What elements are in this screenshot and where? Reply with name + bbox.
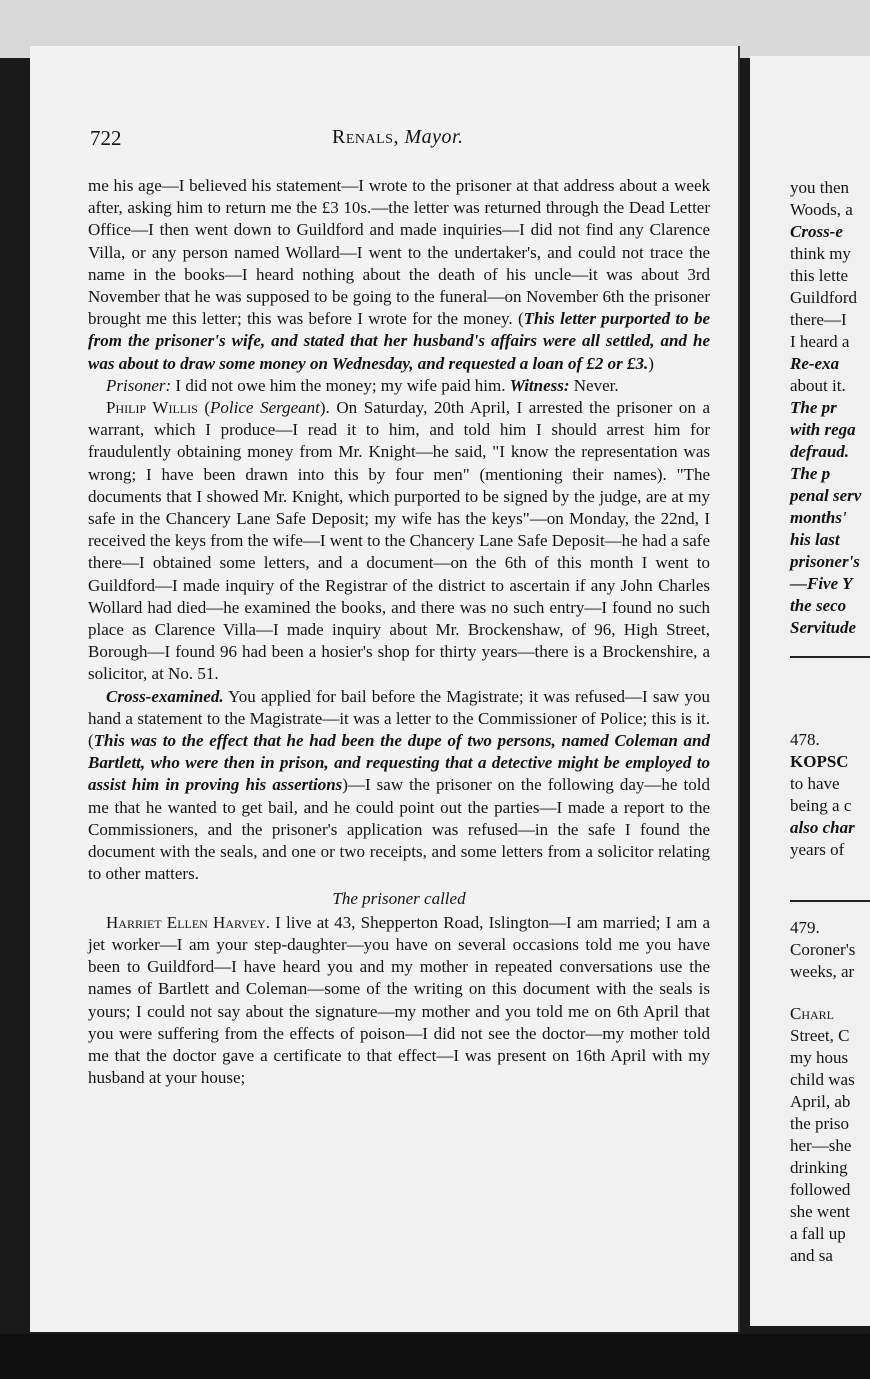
- page-number: 722: [90, 126, 122, 150]
- witness-name: Harriet Ellen Harvey: [106, 912, 266, 932]
- right-line: The pr: [790, 398, 837, 417]
- right-line: she went: [790, 1202, 850, 1221]
- right-line: Charl: [790, 1004, 835, 1023]
- text-run: Never.: [569, 375, 619, 395]
- witness-name: Philip Willis: [106, 398, 198, 418]
- main-text-column: [88, 175, 710, 1089]
- text-run: You applied for bail before the Magistrate; it was refused—I saw you hand a statement to the Magistrate—it was a letter to the Commissioner of Police; this is it. (: [88, 686, 710, 751]
- section-label: Cross-examined.: [106, 686, 224, 706]
- right-line: Guildford: [790, 288, 858, 307]
- right-line: you then: [790, 178, 850, 197]
- right-line: Cross-e: [790, 222, 843, 241]
- right-line: with rega: [790, 420, 856, 439]
- scan-bottom-edge: [0, 1334, 870, 1379]
- witness-role: Police Sergeant: [210, 398, 320, 418]
- right-line: 479.: [790, 918, 820, 937]
- right-line: and sa: [790, 1246, 833, 1265]
- right-line: being a c: [790, 796, 852, 815]
- right-line: drinking: [790, 1158, 848, 1177]
- right-line: 478.: [790, 730, 820, 749]
- right-line: penal serv: [790, 486, 862, 505]
- right-line: a fall up: [790, 1224, 846, 1243]
- paragraph-prisoner-statement: [88, 375, 710, 397]
- right-line: his last: [790, 530, 840, 549]
- right-line: The p: [790, 464, 831, 483]
- speaker-label: Prisoner:: [106, 375, 172, 395]
- running-head-title: Mayor.: [404, 126, 464, 148]
- right-line: her—she: [790, 1136, 852, 1155]
- right-line: April, ab: [790, 1092, 851, 1111]
- right-line: months': [790, 508, 847, 527]
- right-line: there—I: [790, 310, 847, 329]
- right-line: prisoner's: [790, 552, 860, 571]
- right-line: also char: [790, 818, 855, 837]
- right-line: this lette: [790, 266, 849, 285]
- right-line: —Five Y: [790, 574, 853, 593]
- section-rule: [790, 900, 870, 902]
- right-line: Servitude: [790, 618, 857, 637]
- text-run: )—I saw the prisoner on the following day—he told me that he wanted to get bail, and he could point out the parties—I made a report to the Commissioners, and the prisoner's application was refused—in the safe I found the document with the seals, and one or two receipts, and some letters from a solicitor relating to other matters.: [88, 775, 710, 884]
- right-line: years of: [790, 840, 845, 859]
- right-line: weeks, ar: [790, 962, 855, 981]
- text-run: ): [648, 353, 654, 373]
- right-line: Coroner's: [790, 940, 856, 959]
- italic-run: This letter purported to be from the prisoner's wife, and stated that her husband's affairs were all settled, and he was about to draw some money on Wednesday, and requested a loan of £2 or £3.: [88, 309, 711, 373]
- running-head-name: Renals,: [332, 126, 399, 148]
- running-head: [332, 126, 464, 149]
- paragraph-knight-testimony: [88, 175, 710, 375]
- paragraph-cross-examined: [88, 686, 710, 886]
- right-line: KOPSC: [790, 752, 849, 771]
- text-run: ). On Saturday, 20th April, I arrested the prisoner on a warrant, which I produce—I read it to him, and told him I should arrest him for fraudulently obtaining money from Mr. Knight—he said, "I know the representation was wrong; I have been drawn into this by four men" (mentioning their names). "The documents that I showed Mr. Knight, which purported to be signed by the judge, are at my safe in the Chancery Lane Safe Deposit; my wife has the keys"—on Monday, the 22nd, I received the keys from the wife—I went to the Chancery Lane Safe Deposit—he had a safe there—I obtained some letters, and a document—on the 6th of this month I went to Guildford—I made inquiry of the Registrar of the district to ascertain if any John Charles Wollard had died—he examined the books, and there was no such entry—I found no such place as Clarence Villa—I made inquiry about Mr. Brockenshaw, of 96, High Street, Borough—I found 96 had been a hosier's shop for thirty years—there is a Brockenshire, a solicitor, at No. 51.: [88, 398, 710, 684]
- text-run: me his age—I believed his statement—I wrote to the prisoner at that address about a week after, asking him to return me the £3 10s.—the letter was returned through the Dead Letter Office—I then went down to Guildford and made inquiries—I did not find any Clarence Villa, or any person named Wollard—I went to the undertaker's, and could not trace the name in the books—I heard nothing about the death of his uncle—it was about 3rd November that he was supposed to be going to the funeral—on November 6th the prisoner brought me this letter; this was before I wrote for the money. (: [88, 176, 710, 329]
- right-line: child was: [790, 1070, 855, 1089]
- right-line: Woods, a: [790, 200, 853, 219]
- right-line: to have: [790, 774, 840, 793]
- right-line: think my: [790, 244, 851, 263]
- speaker-label: Witness:: [509, 375, 570, 395]
- right-line: Street, C: [790, 1026, 850, 1045]
- right-line: the priso: [790, 1114, 850, 1133]
- paragraph-harvey-testimony: [88, 912, 710, 1090]
- page-header: [0, 126, 870, 156]
- italic-run: This was to the effect that he had been the dupe of two persons, named Coleman and Bartlett, who were then in prison, and requesting that a detective might be employed to assist him in proving his assertions: [88, 731, 710, 795]
- text-run: (: [197, 398, 211, 418]
- paragraph-willis-testimony: [88, 397, 710, 686]
- right-line: my hous: [790, 1048, 849, 1067]
- right-line: about it.: [790, 376, 846, 395]
- text-run: . I live at 43, Shepperton Road, Islington—I am married; I am a jet worker—I am your step-daughter—you have on several occasions told me you have been to Guildford—I have heard you and my mother in repeated conversations use the names of Bartlett and Coleman—some of the writing on this document with the seals is yours; I could not say about the signature—my mother and you told me on 6th April that you were suffering from the effects of poison—I did not see the doctor—my mother told me that the doctor gave a certificate to that effect—I was present on 16th April with my husband at your house;: [88, 912, 711, 1088]
- right-line: I heard a: [790, 332, 850, 351]
- section-heading: The prisoner called: [332, 888, 466, 908]
- right-line: the seco: [790, 596, 847, 615]
- right-line: defraud.: [790, 442, 850, 461]
- text-run: I did not owe him the money; my wife paid him.: [171, 375, 510, 395]
- right-line: followed: [790, 1180, 851, 1199]
- section-rule: [790, 656, 870, 658]
- right-line: Re-exa: [790, 354, 840, 373]
